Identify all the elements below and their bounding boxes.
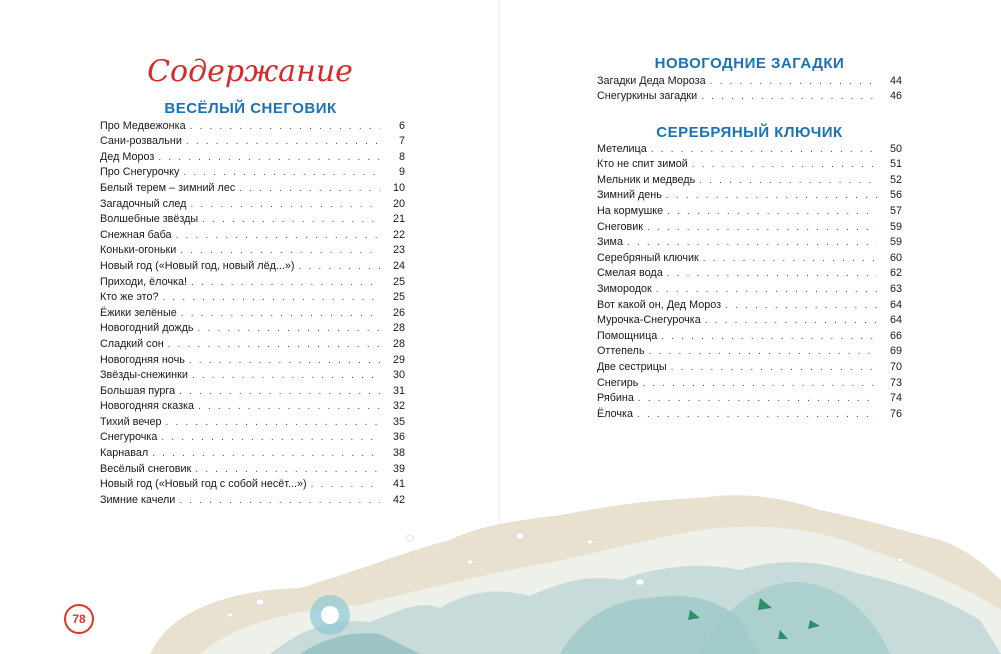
toc-entry-title: Загадочный след [100,197,187,210]
toc-entry [597,171,902,187]
dot-leader [647,222,877,234]
toc-entry-title: Про Снегурочку [100,166,180,179]
toc-entry [597,249,902,265]
toc-entry-page: 56 [889,189,902,202]
toc-list-key [597,140,902,421]
dot-leader [710,76,877,88]
dot-leader [186,136,380,148]
toc-entry-title: Волшебные звёзды [100,213,199,226]
toc-entry-page: 35 [392,415,405,428]
dot-leader [181,308,380,320]
toc-entry-page: 63 [889,282,902,295]
toc-entry [100,226,405,242]
toc-entry [100,367,405,383]
toc-entry-title: Весёлый снеговик [100,462,192,475]
toc-entry-title: Приходи, ёлочка! [100,275,187,288]
dot-leader [637,409,877,421]
toc-entry-title: Смелая вода [597,267,663,280]
dot-leader [239,183,380,195]
toc-entry-title: Белый терем – зимний лес [100,181,236,194]
toc-entry-page: 21 [392,213,405,226]
toc-entry-page: 50 [889,142,902,155]
toc-entry-title: Загадки Деда Мороза [597,74,706,87]
toc-entry-page: 46 [889,90,902,103]
toc-entry-page: 22 [392,228,405,241]
toc-entry-title: Мурочка-Снегурочка [597,314,701,327]
toc-entry-title: Метелица [597,142,647,155]
toc-list-riddles [597,72,902,103]
dot-leader [202,214,380,226]
toc-entry-page: 52 [889,173,902,186]
toc-entry [100,491,405,507]
toc-entry-page: 41 [392,478,405,491]
toc-entry-page: 66 [889,329,902,342]
toc-entry-page: 62 [889,267,902,280]
toc-entry-page: 10 [392,181,405,194]
toc-entry-page: 9 [398,166,405,179]
dot-leader [190,121,380,133]
toc-entry [597,405,902,421]
toc-entry [100,476,405,492]
toc-entry-page: 30 [392,369,405,382]
toc-entry-page: 36 [392,431,405,444]
dot-leader [666,190,877,202]
toc-entry [597,327,902,343]
toc-entry-title: Снегурочка [100,431,158,444]
toc-entry [100,304,405,320]
toc-entry [100,211,405,227]
dot-leader [299,261,381,273]
toc-entry-title: Серебряный ключик [597,251,699,264]
toc-entry [100,273,405,289]
toc-entry-title: Зимние качели [100,493,176,506]
toc-entry-page: 38 [392,447,405,460]
toc-entry-title: Новый год («Новый год с собой несёт...») [100,478,307,491]
dot-leader [311,479,380,491]
toc-entry-title: Сани-розвальни [100,135,182,148]
toc-entry-page: 64 [889,314,902,327]
toc-entry-page: 26 [392,306,405,319]
toc-entry [100,413,405,429]
page-title: Содержание [147,54,353,89]
toc-entry [100,444,405,460]
toc-entry [597,312,902,328]
toc-entry-title: Вот какой он, Дед Мороз [597,298,722,311]
section-heading-riddles: НОВОГОДНИЕ ЗАГАДКИ [654,55,845,72]
toc-entry [597,343,902,359]
toc-entry-title: Большая пурга [100,384,176,397]
toc-list-left [100,117,405,507]
toc-entry-page: 28 [392,322,405,335]
dot-leader [198,323,380,335]
toc-entry-page: 20 [392,197,405,210]
toc-entry-title: Зимний день [597,189,662,202]
dot-leader [627,237,877,249]
toc-entry [597,156,902,172]
toc-entry-page: 25 [392,275,405,288]
toc-entry-title: Про Медвежонка [100,119,186,132]
dot-leader [180,245,380,257]
toc-entry-page: 6 [398,119,405,132]
toc-entry-title: Коньки-огоньки [100,244,177,257]
toc-entry-page: 31 [392,384,405,397]
dot-leader [642,378,877,390]
toc-entry [597,187,902,203]
dot-leader [198,401,380,413]
toc-entry-page: 28 [392,337,405,350]
dot-leader [195,464,380,476]
dot-leader [649,346,877,358]
toc-entry-title: Мельник и медведь [597,173,696,186]
toc-entry-title: Рябина [597,392,634,405]
toc-entry-page: 39 [392,462,405,475]
toc-entry [100,382,405,398]
toc-entry-page: 69 [889,345,902,358]
toc-entry-title: Дед Мороз [100,150,155,163]
toc-entry-page: 25 [392,291,405,304]
section-heading-key: СЕРЕБРЯНЫЙ КЛЮЧИК [656,124,843,141]
dot-leader [152,448,380,460]
dot-leader [158,152,380,164]
toc-entry-title: Новогодняя сказка [100,400,195,413]
toc-entry-page: 59 [889,220,902,233]
toc-entry-page: 76 [889,407,902,420]
toc-entry [597,358,902,374]
toc-entry-page: 29 [392,353,405,366]
toc-entry-page: 73 [889,376,902,389]
toc-entry-title: Новогодняя ночь [100,353,185,366]
toc-entry-title: Снежная баба [100,228,172,241]
dot-leader [651,144,877,156]
toc-entry-page: 74 [889,392,902,405]
toc-entry-page: 57 [889,204,902,217]
toc-entry [100,335,405,351]
toc-entry [597,234,902,250]
dot-leader [166,417,380,429]
toc-entry [597,374,902,390]
dot-leader [191,277,380,289]
toc-entry [100,148,405,164]
toc-entry-page: 8 [398,150,405,163]
toc-entry-title: Сладкий сон [100,337,164,350]
dot-leader [179,495,380,507]
dot-leader [192,370,380,382]
toc-entry [597,88,902,104]
toc-entry-title: Кто же это? [100,291,159,304]
dot-leader [699,175,877,187]
toc-entry-page: 60 [889,251,902,264]
dot-leader [667,206,877,218]
toc-entry [100,179,405,195]
toc-entry-title: Помощница [597,329,658,342]
toc-entry-title: Новый год («Новый год, новый лёд...») [100,259,295,272]
toc-entry [597,72,902,88]
toc-entry [100,398,405,414]
toc-entry-page: 64 [889,298,902,311]
toc-entry-title: На кормушке [597,204,664,217]
dot-leader [190,199,380,211]
toc-entry-page: 32 [392,400,405,413]
toc-entry-title: Ёжики зелёные [100,306,177,319]
toc-entry-title: Снегирь [597,376,639,389]
toc-entry-title: Оттепель [597,345,645,358]
toc-entry-page: 7 [398,135,405,148]
dot-leader [179,386,380,398]
dot-leader [667,268,877,280]
toc-entry-title: Тихий вечер [100,415,162,428]
toc-entry-title: Ёлочка [597,407,633,420]
toc-entry-page: 70 [889,360,902,373]
dot-leader [189,355,380,367]
dot-leader [168,339,380,351]
toc-entry-page: 23 [392,244,405,257]
dot-leader [692,159,877,171]
dot-leader [176,230,380,242]
dot-leader [161,432,380,444]
toc-entry-page: 42 [392,493,405,506]
toc-entry [100,460,405,476]
toc-entry-title: Звёзды-снежинки [100,369,188,382]
toc-entry-title: Снегуркины загадки [597,90,698,103]
toc-entry-title: Кто не спит зимой [597,158,688,171]
toc-entry-title: Новогодний дождь [100,322,194,335]
toc-entry-title: Две сестрицы [597,360,667,373]
toc-entry-title: Зима [597,236,623,249]
dot-leader [162,292,380,304]
dot-leader [656,284,877,296]
toc-entry [100,257,405,273]
toc-entry [100,133,405,149]
toc-entry [597,296,902,312]
toc-entry [100,289,405,305]
toc-entry-page: 24 [392,259,405,272]
dot-leader [725,300,877,312]
toc-entry [597,390,902,406]
toc-entry-title: Зимородок [597,282,652,295]
toc-entry [100,242,405,258]
toc-entry-page: 51 [889,158,902,171]
toc-entry-title: Карнавал [100,447,149,460]
section-heading-left: ВЕСЁЛЫЙ СНЕГОВИК [164,100,337,117]
toc-entry [597,202,902,218]
dot-leader [705,315,877,327]
toc-entry [100,320,405,336]
toc-entry [597,265,902,281]
toc-entry-title: Снеговик [597,220,643,233]
toc-entry [100,429,405,445]
dot-leader [183,167,380,179]
dot-leader [671,362,877,374]
toc-entry [100,117,405,133]
toc-entry-page: 44 [889,74,902,87]
dot-leader [703,253,877,265]
toc-entry [597,140,902,156]
toc-entry [100,351,405,367]
toc-entry-page: 59 [889,236,902,249]
toc-entry [597,218,902,234]
dot-leader [638,393,877,405]
toc-entry [100,164,405,180]
dot-leader [701,91,877,103]
toc-entry [100,195,405,211]
dot-leader [661,331,877,343]
page-number-badge: 78 [64,604,94,634]
toc-entry [597,280,902,296]
